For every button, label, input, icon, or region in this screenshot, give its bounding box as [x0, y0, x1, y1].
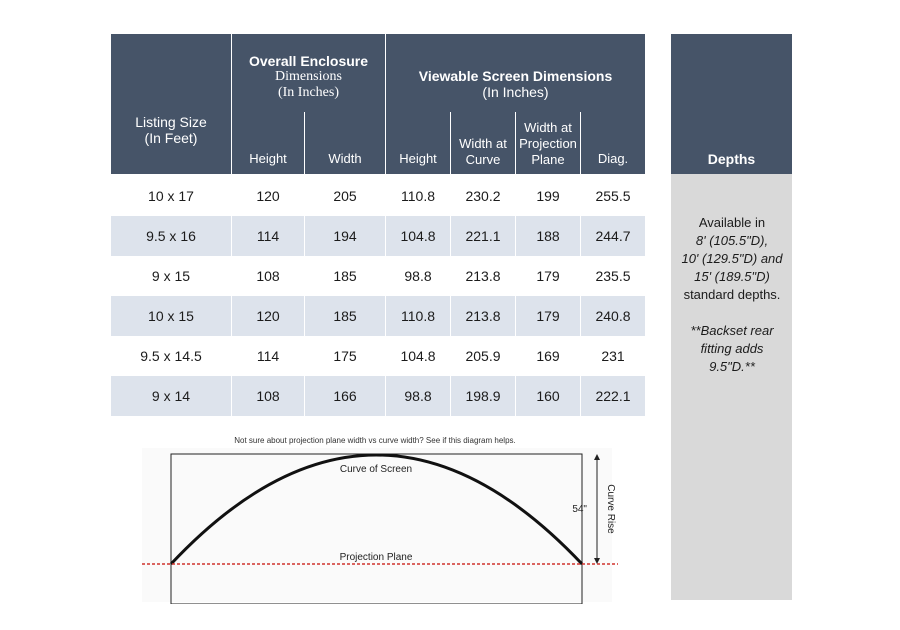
cell-width-at-plane: 169 — [536, 348, 560, 364]
col-header-diag: Diag. — [597, 151, 629, 166]
row-divider — [580, 336, 581, 376]
cell-diagonal: 240.8 — [595, 308, 631, 324]
row-divider — [231, 336, 232, 376]
cell-width-at-plane: 160 — [536, 388, 560, 404]
table-row — [111, 376, 645, 416]
row-divider — [515, 216, 516, 256]
cell-enclosure-height: 120 — [256, 188, 280, 204]
header-listing-size-label — [111, 110, 231, 150]
cell-enclosure-width: 166 — [333, 388, 357, 404]
note-line: 9.5"D.** — [709, 359, 755, 374]
cell-width-at-plane: 179 — [536, 268, 560, 284]
cell-width-at-curve: 213.8 — [465, 308, 501, 324]
viewable-screen-line2: (In Inches) — [482, 84, 549, 100]
row-divider — [580, 256, 581, 296]
cell-listing-size: 9 x 14 — [151, 388, 191, 404]
row-divider — [304, 216, 305, 256]
cell-enclosure-height: 114 — [256, 228, 280, 244]
row-divider — [450, 176, 451, 216]
depths-availability — [672, 214, 792, 304]
viewable-screen-line1: Viewable Screen Dimensions — [418, 68, 613, 84]
row-divider — [231, 256, 232, 296]
cell-width-at-curve: 213.8 — [465, 268, 501, 284]
cell-listing-size: 9.5 x 14.5 — [140, 348, 202, 364]
row-divider — [450, 216, 451, 256]
header-overall-enclosure — [232, 46, 385, 108]
cell-screen-height: 98.8 — [404, 388, 432, 404]
col-header-width-plane — [516, 118, 580, 170]
row-divider — [515, 336, 516, 376]
overall-enclosure-line1: Overall Enclosure — [248, 53, 369, 69]
row-divider — [450, 376, 451, 416]
cell-width-at-curve: 205.9 — [465, 348, 501, 364]
row-divider — [385, 176, 386, 216]
row-divider — [385, 256, 386, 296]
row-divider — [450, 296, 451, 336]
row-divider — [304, 256, 305, 296]
table-row — [111, 296, 645, 336]
cell-diagonal: 255.5 — [595, 188, 631, 204]
row-divider — [515, 296, 516, 336]
row-divider — [580, 176, 581, 216]
listing-size-line2: (In Feet) — [144, 130, 198, 146]
row-divider — [450, 256, 451, 296]
cell-enclosure-width: 194 — [333, 228, 357, 244]
depths-line: 8' (105.5"D), — [695, 233, 769, 248]
cell-listing-size: 9 x 15 — [151, 268, 191, 284]
note-line: fitting adds — [700, 341, 764, 356]
cell-screen-height: 98.8 — [404, 268, 432, 284]
depths-line: 10' (129.5"D) and — [681, 251, 783, 266]
backset-note — [672, 322, 792, 376]
table-row — [111, 176, 645, 216]
row-divider — [450, 336, 451, 376]
rise-value: 54" — [572, 504, 587, 515]
cell-enclosure-height: 114 — [256, 348, 280, 364]
width-plane-line2: Projection — [519, 136, 577, 151]
width-plane-line3: Plane — [531, 152, 565, 167]
cell-diagonal: 235.5 — [595, 268, 631, 284]
cell-listing-size: 10 x 17 — [148, 188, 194, 204]
col-header-width-curve — [451, 134, 515, 170]
header-viewable-screen — [386, 62, 645, 106]
cell-enclosure-height: 108 — [256, 268, 280, 284]
col-header-height: Height — [249, 151, 287, 166]
cell-width-at-curve: 221.1 — [465, 228, 501, 244]
row-divider — [304, 176, 305, 216]
cell-width-at-curve: 198.9 — [465, 388, 501, 404]
table-row — [111, 256, 645, 296]
cell-enclosure-width: 185 — [333, 268, 357, 284]
row-divider — [304, 336, 305, 376]
arrow-down-icon — [594, 558, 600, 564]
cell-listing-size: 9.5 x 16 — [146, 228, 196, 244]
overall-enclosure-line3: (In Inches) — [277, 85, 340, 100]
plane-label: Projection Plane — [339, 552, 413, 563]
depths-line: standard depths. — [683, 287, 781, 302]
cell-width-at-plane: 199 — [536, 188, 560, 204]
row-divider — [385, 376, 386, 416]
curve-label: Curve of Screen — [339, 464, 413, 475]
row-divider — [580, 296, 581, 336]
cell-enclosure-height: 108 — [256, 388, 280, 404]
cell-enclosure-width: 175 — [333, 348, 357, 364]
cell-enclosure-height: 120 — [256, 308, 280, 324]
cell-screen-height: 104.8 — [400, 228, 436, 244]
col-header-viewable-height: Height — [399, 151, 437, 166]
note-line: **Backset rear — [690, 323, 774, 338]
cell-width-at-plane: 188 — [536, 228, 560, 244]
table-row — [111, 336, 645, 376]
diagram-caption: Not sure about projection plane width vs curve width? See if this diagram helps. — [234, 436, 516, 445]
row-divider — [231, 376, 232, 416]
row-divider — [231, 216, 232, 256]
listing-size-line1: Listing Size — [135, 114, 207, 130]
cell-width-at-plane: 179 — [536, 308, 560, 324]
row-divider — [580, 216, 581, 256]
table-row — [111, 216, 645, 256]
cell-diagonal: 231 — [601, 348, 625, 364]
cell-enclosure-width: 185 — [333, 308, 357, 324]
row-divider — [385, 336, 386, 376]
cell-enclosure-width: 205 — [333, 188, 357, 204]
row-divider — [515, 376, 516, 416]
cell-screen-height: 110.8 — [401, 188, 435, 204]
row-divider — [385, 216, 386, 256]
width-curve-line1: Width at — [459, 136, 507, 151]
row-divider — [231, 176, 232, 216]
cell-diagonal: 222.1 — [595, 388, 631, 404]
width-plane-line1: Width at — [524, 120, 572, 135]
rise-label: Curve Rise — [605, 484, 616, 534]
row-divider — [385, 296, 386, 336]
row-divider — [304, 376, 305, 416]
cell-screen-height: 110.8 — [401, 308, 435, 324]
cell-diagonal: 244.7 — [595, 228, 631, 244]
col-header-width: Width — [328, 151, 362, 166]
diagram-frame — [171, 454, 582, 604]
row-divider — [515, 256, 516, 296]
overall-enclosure-line2: Dimensions — [275, 69, 342, 84]
row-divider — [231, 296, 232, 336]
depths-header-label: Depths — [707, 151, 756, 167]
row-divider — [515, 176, 516, 216]
row-divider — [580, 376, 581, 416]
arrow-up-icon — [594, 454, 600, 460]
cell-listing-size: 10 x 15 — [148, 308, 194, 324]
width-curve-line2: Curve — [465, 152, 501, 167]
cell-width-at-curve: 230.2 — [465, 188, 501, 204]
depths-line: Available in — [698, 215, 766, 230]
cell-screen-height: 104.8 — [400, 348, 436, 364]
depths-line: 15' (189.5"D) — [694, 269, 770, 284]
curve-diagram — [140, 448, 620, 604]
row-divider — [304, 296, 305, 336]
